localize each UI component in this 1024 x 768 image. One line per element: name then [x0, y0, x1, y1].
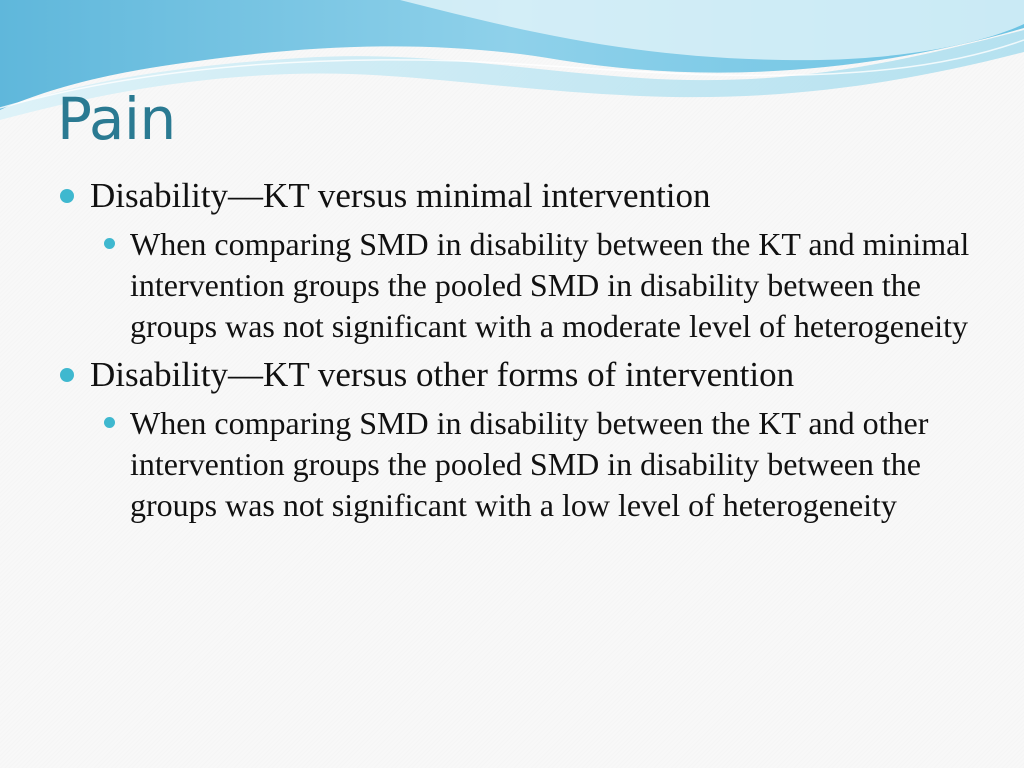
- sub-bullet-item: [130, 224, 970, 347]
- bullet-item: [60, 174, 970, 218]
- bullet-item: [60, 353, 970, 397]
- sub-bullet-item: [130, 403, 970, 526]
- sub-bullet-dot-icon: [104, 238, 115, 249]
- bullet-dot-icon: [60, 189, 74, 203]
- bullet-list: [60, 174, 970, 532]
- bullet-text: Disability—KT versus minimal intervention: [90, 176, 711, 215]
- bullet-dot-icon: [60, 368, 74, 382]
- sub-bullet-text: When comparing SMD in disability between the KT and other intervention groups the pooled SMD in disability between the groups was not significant with a low level of heterogeneity: [130, 405, 929, 523]
- slide-title: Pain: [57, 85, 176, 153]
- bullet-text: Disability—KT versus other forms of intervention: [90, 355, 795, 394]
- sub-bullet-text: When comparing SMD in disability between the KT and minimal intervention groups the pooled SMD in disability between the groups was not significant with a moderate level of heterogeneity: [130, 226, 970, 344]
- sub-bullet-dot-icon: [104, 417, 115, 428]
